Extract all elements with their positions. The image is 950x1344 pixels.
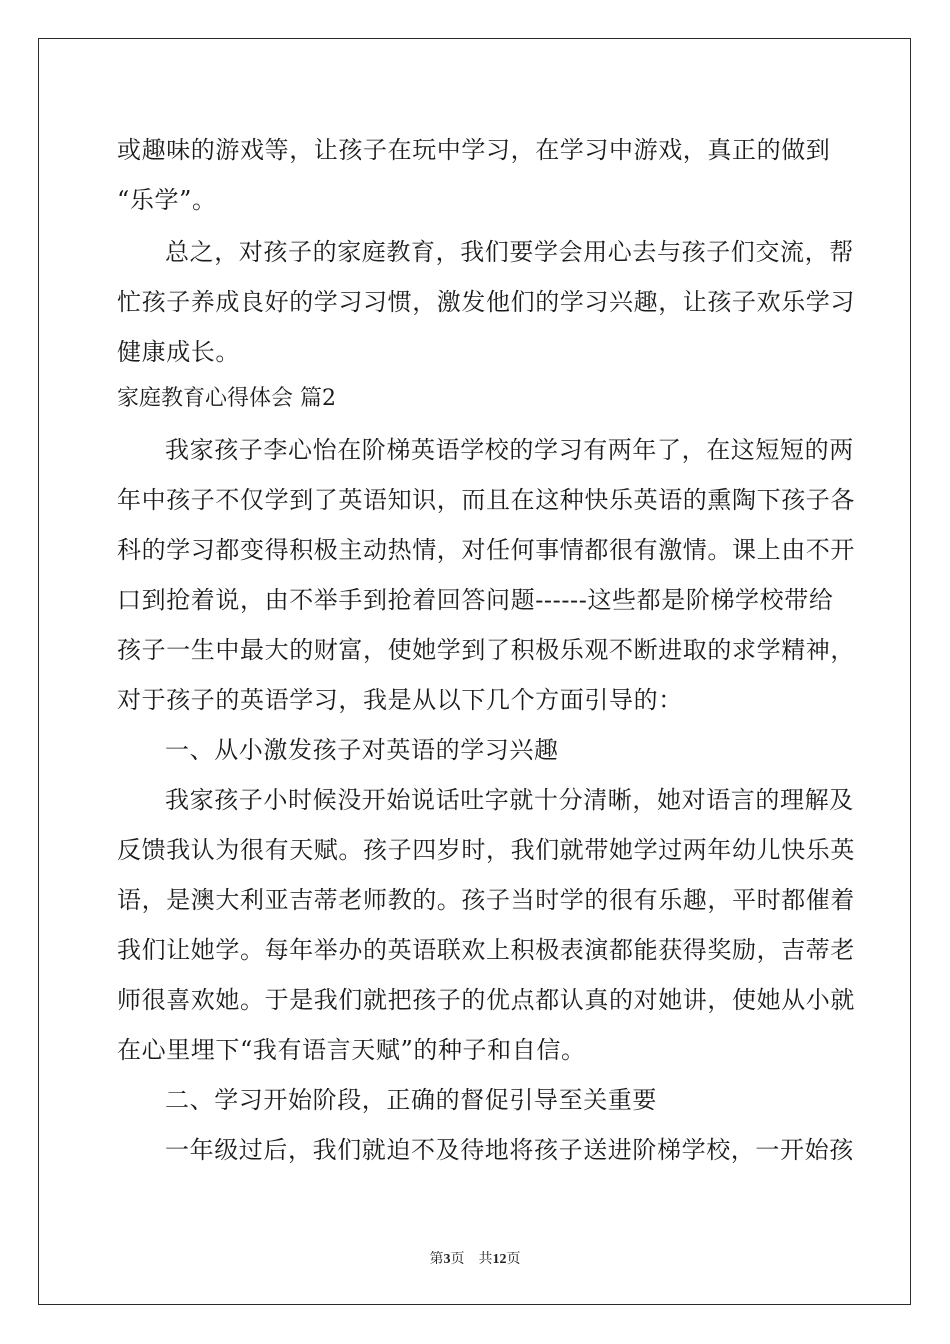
text-line: 年中孩子不仅学到了英语知识，而且在这种快乐英语的熏陶下孩子各	[117, 486, 855, 514]
text-line: 孩子一生中最大的财富，使她学到了积极乐观不断进取的求学精神，	[117, 636, 855, 664]
text-line: 健康成长。	[117, 338, 240, 366]
text-line: 对于孩子的英语学习，我是从以下几个方面引导的：	[117, 686, 683, 714]
text-line: 忙孩子养成良好的学习习惯，激发他们的学习兴趣，让孩子欢乐学习	[117, 288, 855, 316]
text-line: 口到抢着说，由不举手到抢着回答问题------这些都是阶梯学校带给	[117, 586, 834, 614]
footer-prefix: 第	[429, 1252, 444, 1267]
text-line: 总之，对孩子的家庭教育，我们要学会用心去与孩子们交流，帮	[165, 238, 854, 266]
text-line: 我家孩子李心怡在阶梯英语学校的学习有两年了，在这短短的两	[165, 436, 854, 464]
text-line: 我们让她学。每年举办的英语联欢上积极表演都能获得奖励，吉蒂老	[117, 936, 855, 964]
text-line: 或趣味的游戏等，让孩子在玩中学习，在学习中游戏，真正的做到	[117, 136, 831, 164]
text-line: 我家孩子小时候没开始说话吐字就十分清晰，她对语言的理解及	[165, 786, 854, 814]
section-heading: 家庭教育心得体会 篇2	[117, 386, 336, 411]
text-line: 一年级过后，我们就迫不及待地将孩子送进阶梯学校，一开始孩	[165, 1136, 854, 1164]
footer-suffix: 页	[506, 1252, 521, 1267]
text-line: 师很喜欢她。于是我们就把孩子的优点都认真的对她讲，使她从小就	[117, 986, 855, 1014]
subheading-1: 一、从小激发孩子对英语的学习兴趣	[165, 736, 559, 764]
text-line: 科的学习都变得积极主动热情，对任何事情都很有激情。课上由不开	[117, 536, 855, 564]
page-footer	[0, 1248, 950, 1268]
text-line: 反馈我认为很有天赋。孩子四岁时，我们就带她学过两年幼儿快乐英	[117, 836, 855, 864]
text-line: 在心里埋下“我有语言天赋”的种子和自信。	[117, 1036, 586, 1064]
subheading-2: 二、学习开始阶段，正确的督促引导至关重要	[165, 1086, 657, 1114]
current-page-number: 3	[443, 1252, 451, 1267]
footer-mid: 页 共	[450, 1252, 493, 1267]
text-line: “乐学”。	[117, 186, 217, 214]
text-line: 语，是澳大利亚吉蒂老师教的。孩子当时学的很有乐趣，平时都催着	[117, 886, 855, 914]
total-pages-number: 12	[492, 1252, 507, 1267]
